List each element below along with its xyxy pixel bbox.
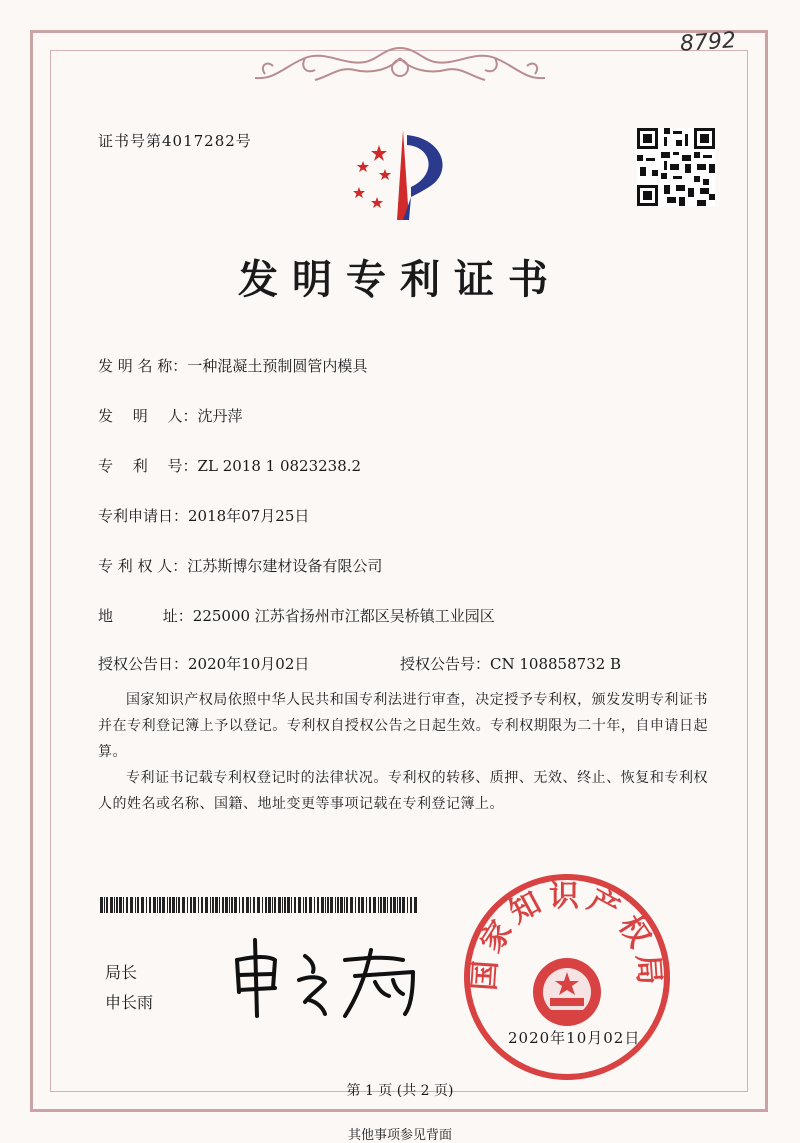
barcode xyxy=(100,897,420,913)
patentee-row xyxy=(98,555,382,576)
cnipa-logo xyxy=(345,125,455,225)
inventor-value: 沈丹萍 xyxy=(197,407,243,425)
announce-number-label: 授权公告号： xyxy=(400,655,491,673)
invention-name-label: 发 明 名 称： xyxy=(98,357,188,375)
address-label: 地 址： xyxy=(98,607,193,625)
footer-note: 其他事项参见背面 xyxy=(347,1128,452,1143)
filing-date-label: 专利申请日： xyxy=(98,507,189,525)
patentee-label: 专 利 权 人： xyxy=(98,557,188,575)
handwritten-note: 8792 xyxy=(679,28,737,57)
patentee-value: 江苏斯博尔建材设备有限公司 xyxy=(187,557,383,575)
announce-number-value: CN 108858732 B xyxy=(490,655,622,673)
handwritten-signature xyxy=(225,930,425,1020)
filing-date-value: 2018年07月25日 xyxy=(188,507,310,525)
seal-text: 国家知识产权局 xyxy=(467,879,667,992)
announce-date-row xyxy=(98,653,309,674)
official-seal xyxy=(462,872,672,1082)
decorative-ornament xyxy=(245,40,555,100)
patent-number-row xyxy=(98,455,361,476)
paragraph-grant: 国家知识产权局依照中华人民共和国专利法进行审查，决定授予专利权，颁发发明专利证书并在专利登记簿上予以登记。专利权自授权公告之日起生效。专利权期限为二十年，自申请日起算。 xyxy=(98,692,708,760)
inventor-row xyxy=(98,405,243,426)
issue-date: 2020年10月02日 xyxy=(508,1029,641,1047)
signatory-name: 申长雨 xyxy=(105,993,154,1012)
certificate-number: 证书号第4017282号 xyxy=(98,132,252,150)
address-value: 225000 江苏省扬州市江都区吴桥镇工业园区 xyxy=(192,607,495,625)
patent-number-label: 专 利 号： xyxy=(98,457,198,475)
document-title: 发明专利证书 xyxy=(238,256,562,303)
address-row xyxy=(98,605,495,626)
announce-number-row xyxy=(400,653,621,674)
inventor-label: 发 明 人： xyxy=(98,407,198,425)
patent-number-value: ZL 2018 1 0823238.2 xyxy=(197,457,362,475)
signatory-title: 局长 xyxy=(105,963,138,982)
invention-name-row xyxy=(98,355,367,376)
filing-date-row xyxy=(98,505,309,526)
page-number: 第 1 页 (共 2 页) xyxy=(346,1083,454,1099)
announce-date-value: 2020年10月02日 xyxy=(188,655,310,673)
invention-name-value: 一种混凝土预制圆管内模具 xyxy=(187,357,368,375)
announce-date-label: 授权公告日： xyxy=(98,655,189,673)
paragraph-legal-status: 专利证书记载专利权登记时的法律状况。专利权的转移、质押、无效、终止、恢复和专利权人的姓名或名称、国籍、地址变更等事项记载在专利登记簿上。 xyxy=(98,770,708,812)
qr-code[interactable] xyxy=(637,128,715,206)
